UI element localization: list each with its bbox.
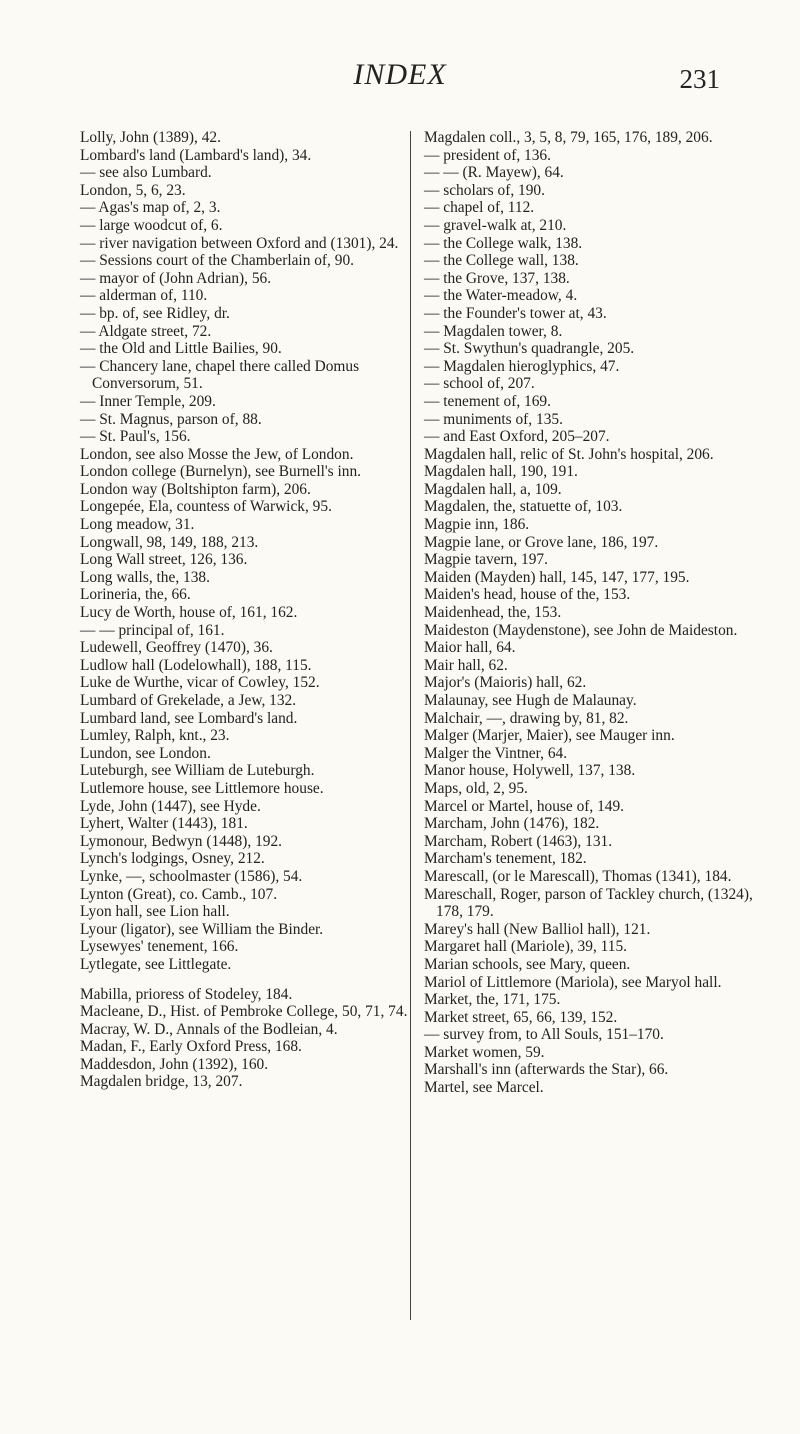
index-entry: — river navigation between Oxford and (1301), 24. (80, 234, 399, 252)
index-entry: Longwall, 98, 149, 188, 213. (80, 533, 259, 551)
index-entry: London college (Burnelyn), see Burnell's inn. (80, 463, 362, 481)
index-entry: — the Grove, 137, 138. (424, 269, 570, 287)
index-entry: Lymonour, Bedwyn (1448), 192. (80, 832, 283, 850)
index-entry: Magdalen coll., 3, 5, 8, 79, 165, 176, 189, 206. (424, 129, 713, 146)
index-entry: Lyon hall, see Lion hall. (80, 903, 230, 921)
index-entry: Maddesdon, John (1392), 160. (80, 1055, 269, 1073)
index-entry: — St. Swythun's quadrangle, 205. (424, 340, 635, 358)
index-entry: Marey's hall (New Balliol hall), 121. (424, 920, 651, 938)
index-entry: Lolly, John (1389), 42. (80, 129, 221, 146)
index-entry: Lucy de Worth, house of, 161, 162. (80, 604, 298, 622)
index-entry: — Magdalen hieroglyphics, 47. (424, 357, 620, 375)
index-entry: Lumley, Ralph, knt., 23. (80, 727, 230, 745)
index-entry: Lombard's land (Lambard's land), 34. (80, 146, 312, 164)
index-entry: Lundon, see London. (80, 744, 211, 762)
index-entry: — large woodcut of, 6. (80, 216, 223, 234)
index-entry: Ludewell, Geoffrey (1470), 36. (80, 639, 273, 657)
index-entry: Marcham, John (1476), 182. (424, 815, 600, 833)
index-entry: Lytlegate, see Littlegate. (80, 955, 232, 973)
index-entry: — Magdalen tower, 8. (424, 322, 563, 340)
index-entry: Luke de Wurthe, vicar of Cowley, 152. (80, 674, 320, 692)
index-entry: Magpie lane, or Grove lane, 186, 197. (424, 533, 659, 551)
index-column-right (424, 129, 764, 1097)
index-entry: Long Wall street, 126, 136. (80, 551, 248, 569)
index-entry: Magdalen bridge, 13, 207. (80, 1073, 243, 1091)
index-entry: Magdalen hall, a, 109. (424, 480, 562, 498)
index-entry: Macray, W. D., Annals of the Bodleian, 4. (80, 1020, 338, 1038)
index-entry: Market women, 59. (424, 1043, 545, 1061)
index-entry: Lorineria, the, 66. (80, 586, 191, 604)
index-entry: Marcham's tenement, 182. (424, 850, 587, 868)
index-entry: Magdalen hall, relic of St. John's hospital, 206. (424, 445, 714, 463)
index-entry: — Agas's map of, 2, 3. (80, 199, 221, 217)
index-entry: London, see also Mosse the Jew, of London. (80, 445, 354, 463)
index-entry: — the Founder's tower at, 43. (424, 304, 607, 322)
index-entry: Lynch's lodgings, Osney, 212. (80, 850, 265, 868)
index-entry: Madan, F., Early Oxford Press, 168. (80, 1038, 302, 1056)
page-number: 231 (679, 64, 720, 94)
index-entry: Lyhert, Walter (1443), 181. (80, 815, 248, 833)
index-entry: — the College walk, 138. (424, 234, 583, 252)
index-entry: Magpie inn, 186. (424, 516, 530, 534)
index-entry: Marcel or Martel, house of, 149. (424, 797, 625, 815)
index-entry: — and East Oxford, 205–207. (424, 428, 610, 446)
index-entry: Lumbard land, see Lombard's land. (80, 709, 298, 727)
index-entry: Macleane, D., Hist. of Pembroke College, 50, 71, 74. (80, 1003, 408, 1021)
index-entry: Marcham, Robert (1463), 131. (424, 832, 613, 850)
index-entry: Maps, old, 2, 95. (424, 779, 528, 797)
index-entry: — school of, 207. (424, 375, 535, 393)
index-entry: Ludlow hall (Lodelowhall), 188, 115. (80, 656, 312, 674)
index-entry: Marian schools, see Mary, queen. (424, 955, 631, 973)
index-entry: — see also Lumbard. (80, 164, 212, 182)
index-entry: Mabilla, prioress of Stodeley, 184. (80, 985, 293, 1003)
index-entry: Malger (Marjer, Maier), see Mauger inn. (424, 727, 675, 745)
index-entry: Marshall's inn (afterwards the Star), 66. (424, 1061, 669, 1079)
index-entry: Long walls, the, 138. (80, 568, 210, 586)
index-entry: Lysewyes' tenement, 166. (80, 938, 239, 956)
index-entry: London way (Boltshipton farm), 206. (80, 480, 311, 498)
index-entry: — St. Paul's, 156. (80, 428, 191, 446)
index-entry: — Inner Temple, 209. (80, 392, 216, 410)
index-entry: Marescall, (or le Marescall), Thomas (1341), 184. (424, 867, 732, 885)
running-title: INDEX (353, 58, 447, 91)
index-entry: — bp. of, see Ridley, dr. (80, 304, 230, 322)
index-entry: — muniments of, 135. (424, 410, 563, 428)
index-entry: — Sessions court of the Chamberlain of, 90. (80, 252, 354, 270)
index-entry: — Chancery lane, chapel there called Domus Conversorum, 51. (80, 357, 360, 393)
index-entry: Maior hall, 64. (424, 639, 516, 657)
index-entry: Manor house, Holywell, 137, 138. (424, 762, 636, 780)
index-entry: Market street, 65, 66, 139, 152. (424, 1008, 618, 1026)
index-entry: Luteburgh, see William de Luteburgh. (80, 762, 315, 780)
index-entry: Maiden's head, house of the, 153. (424, 586, 631, 604)
index-entry: — — principal of, 161. (80, 621, 225, 639)
index-entry: Magpie tavern, 197. (424, 551, 548, 569)
index-entry: Lyde, John (1447), see Hyde. (80, 797, 261, 815)
index-entry: Margaret hall (Mariole), 39, 115. (424, 938, 628, 956)
index-entry: Maiden (Mayden) hall, 145, 147, 177, 195. (424, 568, 690, 586)
index-entry: Lynton (Great), co. Camb., 107. (80, 885, 278, 903)
page-header (0, 58, 800, 98)
index-entry: — the Old and Little Bailies, 90. (80, 340, 282, 358)
index-entry: Major's (Maioris) hall, 62. (424, 674, 587, 692)
index-entry: Lyour (ligator), see William the Binder. (80, 920, 324, 938)
index-entry: Mariol of Littlemore (Mariola), see Maryol hall. (424, 973, 722, 991)
index-entry: Mareschall, Roger, parson of Tackley church, (1324), 178, 179. (424, 885, 753, 921)
index-entry: Maidenhead, the, 153. (424, 604, 562, 622)
column-divider (410, 131, 411, 1320)
index-entry: — survey from, to All Souls, 151–170. (424, 1026, 664, 1044)
index-column-left (80, 129, 412, 1091)
index-entry: London, 5, 6, 23. (80, 181, 186, 199)
index-entry: Martel, see Marcel. (424, 1079, 544, 1097)
index-entry: — mayor of (John Adrian), 56. (80, 269, 272, 287)
index-entry: Lynke, —, schoolmaster (1586), 54. (80, 867, 303, 885)
index-entry: Magdalen, the, statuette of, 103. (424, 498, 623, 516)
index-entry: Magdalen hall, 190, 191. (424, 463, 578, 481)
index-entry: — Aldgate street, 72. (80, 322, 212, 340)
index-entry: — scholars of, 190. (424, 181, 545, 199)
index-entry: Malchair, —, drawing by, 81, 82. (424, 709, 629, 727)
index-entry: — the College wall, 138. (424, 252, 579, 270)
index-entry: Maideston (Maydenstone), see John de Maideston. (424, 621, 738, 639)
index-entry: — president of, 136. (424, 146, 551, 164)
index-entry: Lutlemore house, see Littlemore house. (80, 779, 324, 797)
index-entry: Mair hall, 62. (424, 656, 508, 674)
index-entry: Malaunay, see Hugh de Malaunay. (424, 692, 637, 709)
index-entry: Longepée, Ela, countess of Warwick, 95. (80, 498, 332, 516)
index-entry: Malger the Vintner, 64. (424, 744, 568, 762)
index-entry: — gravel-walk at, 210. (424, 216, 567, 234)
index-entry: — St. Magnus, parson of, 88. (80, 410, 262, 428)
index-entry: — alderman of, 110. (80, 287, 208, 305)
index-entry: — tenement of, 169. (424, 392, 551, 410)
index-entry: Long meadow, 31. (80, 516, 195, 534)
index-entry: Lumbard of Grekelade, a Jew, 132. (80, 692, 297, 709)
index-entry: — — (R. Mayew), 64. (424, 164, 564, 182)
index-entry: — chapel of, 112. (424, 199, 535, 217)
index-entry: Market, the, 171, 175. (424, 991, 561, 1009)
index-entry: — the Water-meadow, 4. (424, 287, 578, 305)
